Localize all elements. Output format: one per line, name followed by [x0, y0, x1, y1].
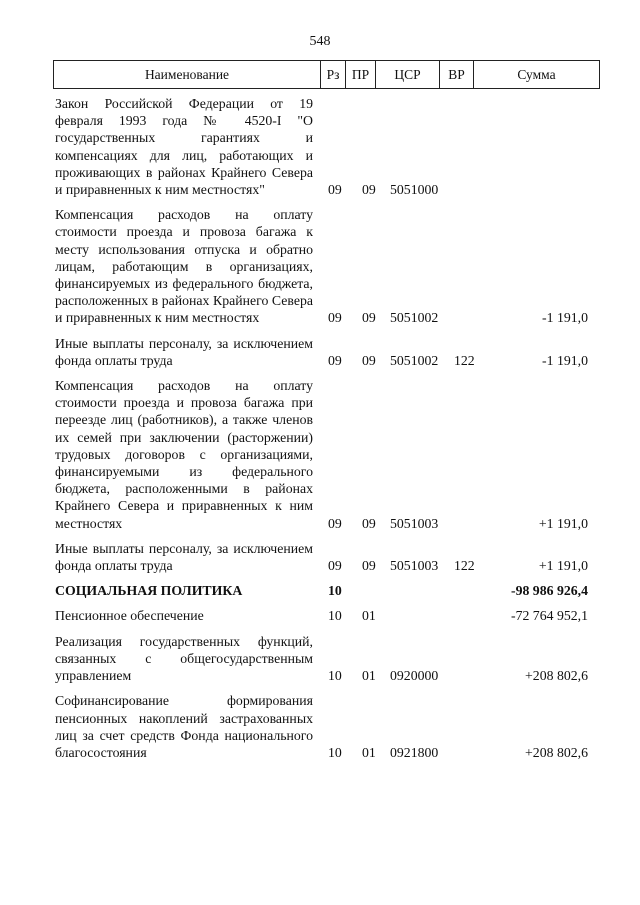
- header-pr: ПР: [345, 61, 375, 88]
- table-row: [55, 607, 600, 624]
- table-row: [55, 540, 600, 574]
- row-rz: 09: [328, 558, 342, 574]
- header-name: Наименование: [144, 66, 230, 82]
- table-row: [55, 633, 600, 685]
- row-csr: 0921800: [390, 744, 439, 760]
- table-body: [55, 95, 600, 769]
- row-pr: 09: [362, 182, 376, 198]
- row-sum: +1 191,0: [538, 558, 588, 574]
- row-name: Компенсация расходов на оплату стоимости проезда и провоза багажа при переезде лиц (работников), а также членов их семей при заключении (расторжении) трудовых договоров с организациями, финансируемыми из федерального бюджета, расположенными в районах Крайнего Севера и приравненных к ним местностях: [55, 378, 313, 531]
- row-rz: 10: [328, 583, 342, 599]
- row-name: Софинансирование формирования пенсионных накоплений застрахованных лиц за счет средств Фонда национального благосостояния: [55, 693, 313, 760]
- row-rz: 09: [328, 310, 342, 326]
- row-rz: 10: [328, 744, 342, 760]
- row-csr: 5051000: [390, 182, 439, 198]
- row-rz: 09: [328, 182, 342, 198]
- table-row: [55, 377, 600, 532]
- row-pr: 09: [362, 558, 376, 574]
- header-vr: ВР: [439, 61, 473, 88]
- row-name: Компенсация расходов на оплату стоимости проезда и провоза багажа к месту использования отпуска и обратно лицам, работающим в организациях, финансируемых из федерального бюджета, расположенных в районах Крайнего Севера и приравненных к ним местностях: [55, 207, 313, 326]
- row-name: СОЦИАЛЬНАЯ ПОЛИТИКА: [55, 583, 243, 599]
- table-header: [53, 60, 600, 89]
- row-rz: 09: [328, 515, 342, 531]
- row-csr: 5051002: [390, 352, 439, 368]
- row-name: Иные выплаты персоналу, за исключением фонда оплаты труда: [55, 540, 313, 574]
- row-vr: 122: [454, 558, 475, 574]
- row-csr: 5051002: [390, 310, 439, 326]
- header-sum: Сумма: [473, 61, 599, 88]
- table-row: [55, 335, 600, 369]
- table-row-section: [55, 582, 600, 599]
- row-vr: 122: [454, 352, 475, 368]
- row-csr: 5051003: [390, 515, 439, 531]
- row-sum: +208 802,6: [525, 668, 588, 684]
- row-pr: 09: [362, 352, 376, 368]
- row-pr: 01: [362, 668, 376, 684]
- row-sum: +1 191,0: [538, 515, 588, 531]
- row-name: Закон Российской Федерации от 19 февраля 1993 года № 4520-I "О государственных гарантиях и компенсациях для лиц, работающих и проживающих в районах Крайнего Севера и приравненных к ним местностях": [55, 96, 313, 198]
- row-csr: 0920000: [390, 668, 439, 684]
- row-rz: 10: [328, 608, 342, 624]
- row-sum: -1 191,0: [542, 310, 588, 326]
- table-row: [55, 95, 600, 198]
- row-rz: 09: [328, 352, 342, 368]
- row-name: Иные выплаты персоналу, за исключением фонда оплаты труда: [55, 335, 313, 368]
- row-sum: -72 764 952,1: [510, 608, 588, 624]
- row-pr: 01: [362, 744, 376, 760]
- row-name: Пенсионное обеспечение: [55, 608, 204, 624]
- header-csr: ЦСР: [375, 61, 439, 88]
- page-number: 548: [309, 34, 331, 49]
- row-sum: +208 802,6: [525, 744, 588, 760]
- row-sum: -98 986 926,4: [510, 583, 588, 599]
- row-csr: 5051003: [390, 558, 439, 574]
- row-rz: 10: [328, 668, 342, 684]
- row-sum: -1 191,0: [542, 352, 588, 368]
- header-rz: Рз: [320, 61, 345, 88]
- row-pr: 09: [362, 310, 376, 326]
- row-pr: 01: [362, 608, 376, 624]
- table-row: [55, 692, 600, 761]
- row-pr: 09: [362, 515, 376, 531]
- row-name: Реализация государственных функций, связанных с общегосударственным управлением: [55, 633, 313, 684]
- table-row: [55, 206, 600, 326]
